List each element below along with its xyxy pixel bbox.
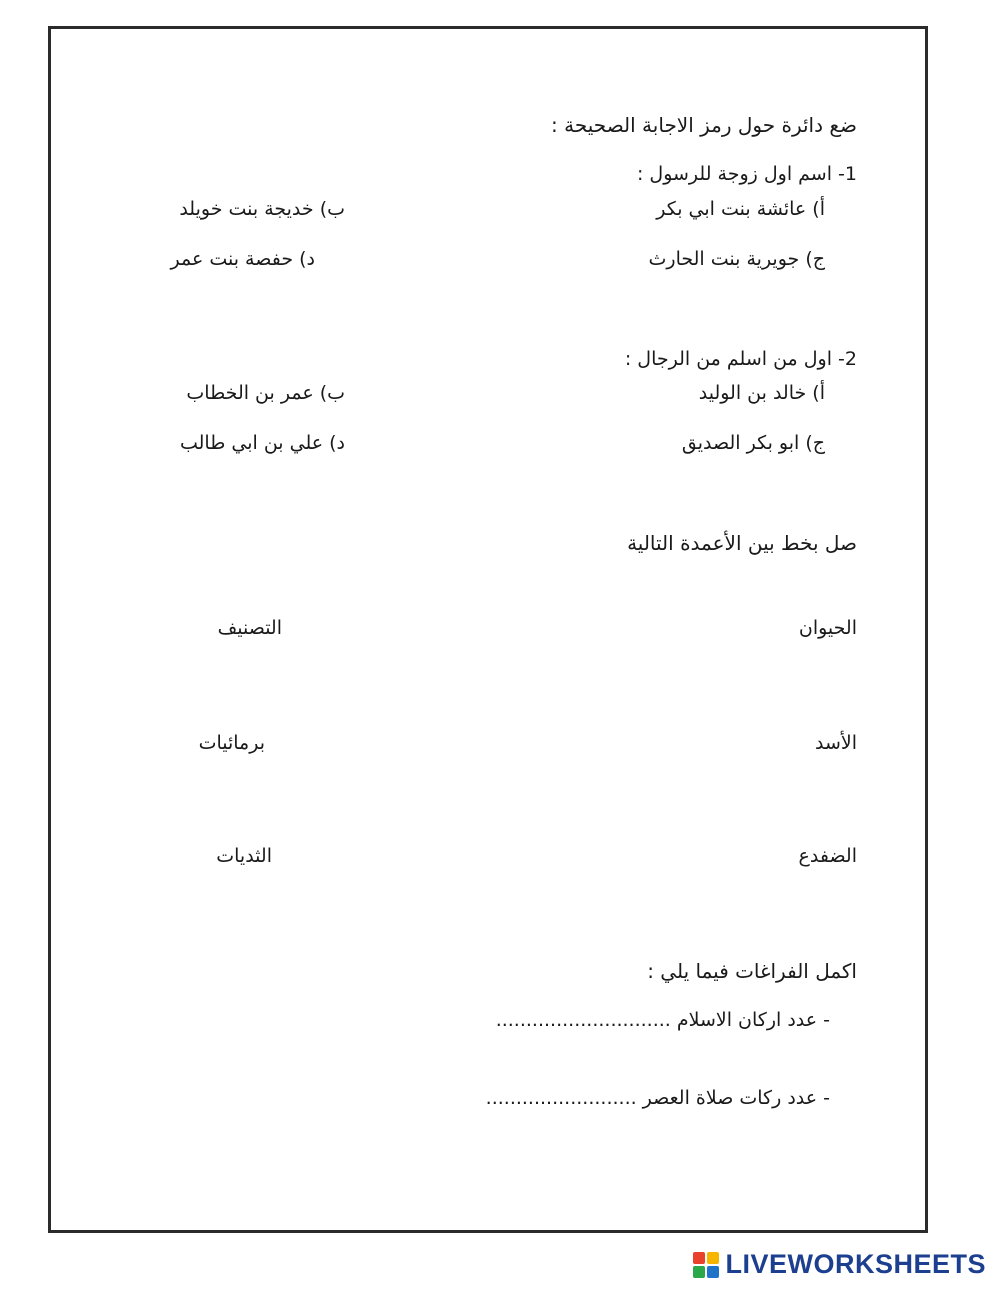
- q2-option-d: د) علي بن ابي طالب: [179, 432, 345, 454]
- matching-left-item: الثديات: [216, 845, 272, 867]
- brand-text-worksheets: WORKSHEETS: [787, 1249, 986, 1279]
- section-fill-blanks-title: اكمل الفراغات فيما يلي :: [647, 959, 857, 983]
- matching-right-item: الأسد: [814, 732, 857, 754]
- q1-option-d: د) حفصة بنت عمر: [170, 248, 315, 270]
- matching-left-item: برمائيات: [198, 732, 265, 754]
- section-multiple-choice-title: ضع دائرة حول رمز الاجابة الصحيحة :: [551, 113, 857, 137]
- fill-blank-item: - عدد اركان الاسلام .............................: [495, 1009, 830, 1031]
- q2-question: 2- اول من اسلم من الرجال :: [624, 348, 857, 370]
- matching-right-item: الضفدع: [798, 845, 857, 867]
- liveworksheets-logo: [693, 1249, 986, 1280]
- section-matching-title: صل بخط بين الأعمدة التالية: [627, 531, 857, 555]
- fill-blank-item: - عدد ركات صلاة العصر .........................: [485, 1087, 830, 1109]
- q1-question: 1- اسم اول زوجة للرسول :: [636, 163, 857, 185]
- liveworksheets-logo-icon: [693, 1252, 719, 1278]
- q2-option-c: ج) ابو بكر الصديق: [681, 432, 825, 454]
- q1-option-c: ج) جويرية بنت الحارث: [648, 248, 825, 270]
- matching-left-header: التصنيف: [217, 617, 282, 639]
- q1-option-a: أ) عائشة بنت ابي بكر: [656, 198, 825, 220]
- matching-right-header: الحيوان: [798, 617, 857, 639]
- brand-text-live: LIVE: [725, 1249, 788, 1279]
- q2-option-b: ب) عمر بن الخطاب: [186, 382, 345, 404]
- q1-option-b: ب) خديجة بنت خويلد: [179, 198, 345, 220]
- q2-option-a: أ) خالد بن الوليد: [698, 382, 825, 404]
